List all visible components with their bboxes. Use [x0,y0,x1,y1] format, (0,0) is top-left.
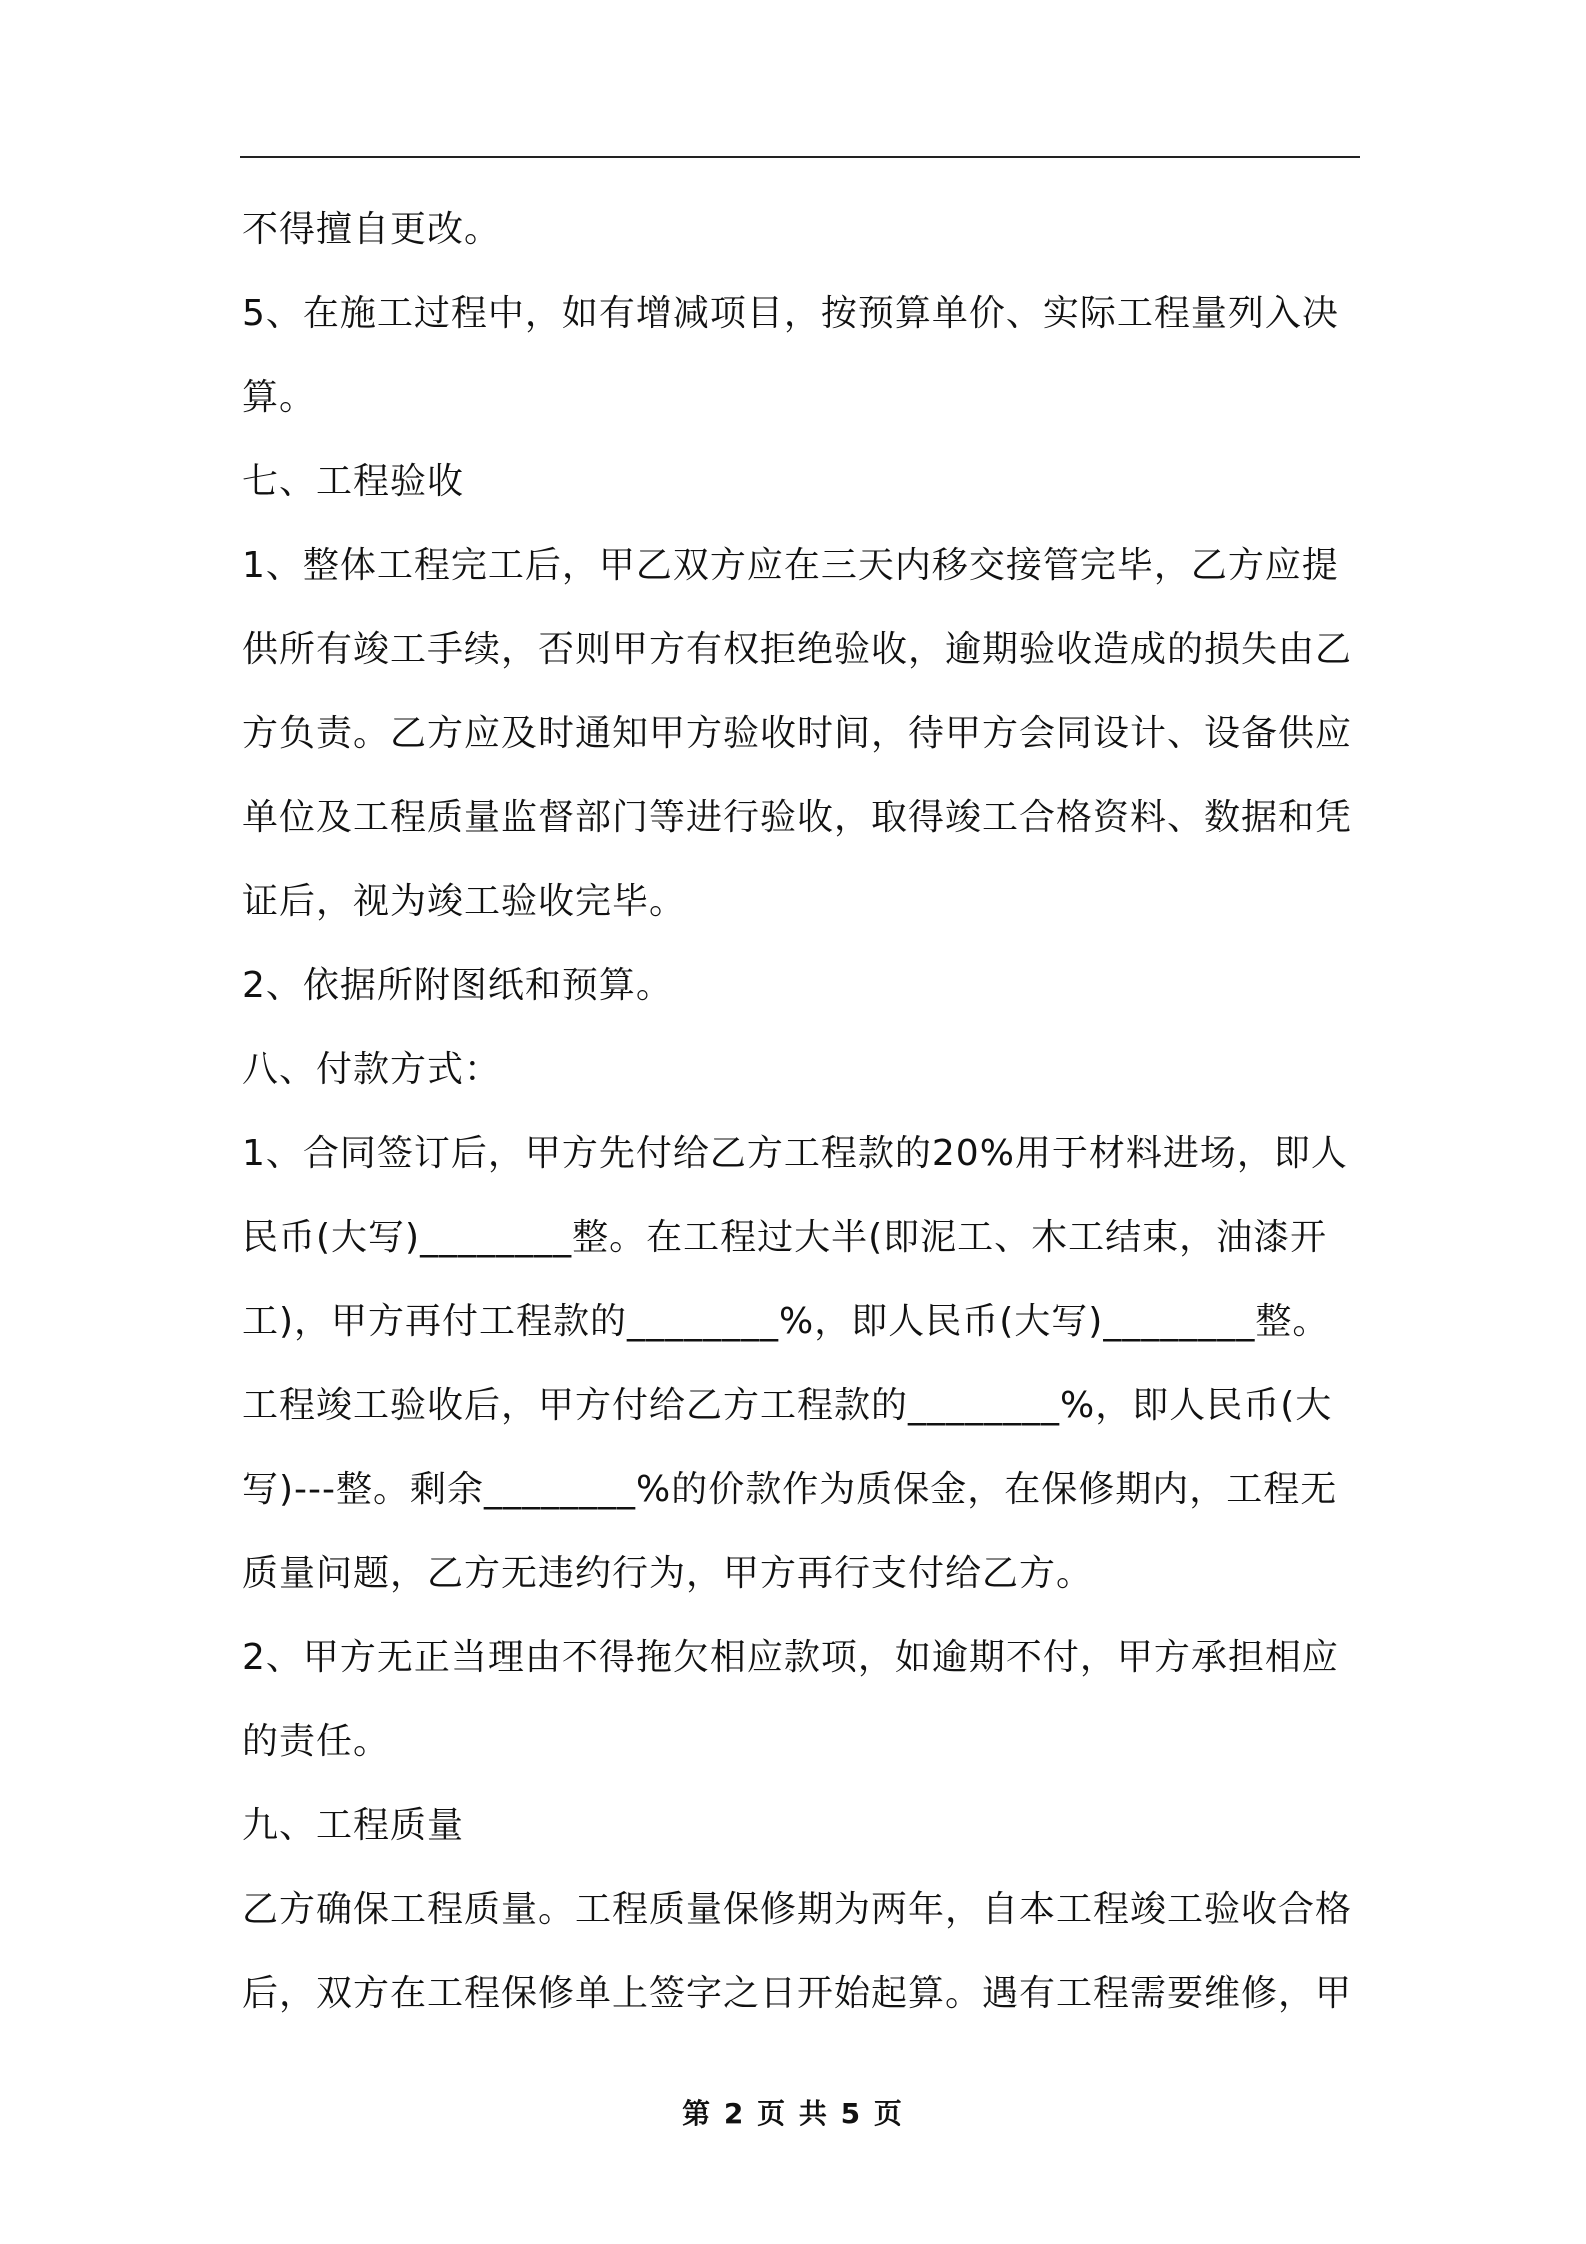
paragraph-acceptance-2: 2、依据所附图纸和预算。 [242,965,673,1006]
paragraph-continuation: 不得擅自更改。 [242,209,502,250]
header-divider [240,156,1360,158]
document-body [242,188,1358,2036]
section-heading-quality: 九、工程质量 [242,1805,465,1846]
paragraph-quality: 乙方确保工程质量。工程质量保修期为两年，自本工程竣工验收合格后，双方在工程保修单上签字之日开始起算。遇有工程需要维修，甲 [242,1889,1353,2014]
section-heading-acceptance: 七、工程验收 [242,461,465,502]
page-number-footer: 第 2 页 共 5 页 [682,2097,904,2130]
paragraph-acceptance-1: 1、整体工程完工后，甲乙双方应在三天内移交接管完毕，乙方应提供所有竣工手续，否则甲方有权拒绝验收，逾期验收造成的损失由乙方负责。乙方应及时通知甲方验收时间，待甲方会同设计、设备供应单位及工程质量监督部门等进行验收，取得竣工合格资料、数据和凭证后，视为竣工验收完毕。 [242,545,1353,922]
paragraph-payment-1: 1、合同签订后，甲方先付给乙方工程款的20%用于材料进场，即人民币(大写)________整。在工程过大半(即泥工、木工结束，油漆开工)，甲方再付工程款的________%，即人民币(大写)________整。工程竣工验收后，甲方付给乙方工程款的________%，即人民币(大写)---整。剩余________%的价款作为质保金，在保修期内，工程无质量问题，乙方无违约行为，甲方再行支付给乙方。 [242,1133,1348,1594]
section-heading-payment: 八、付款方式： [242,1049,502,1090]
paragraph-payment-2: 2、甲方无正当理由不得拖欠相应款项，如逾期不付，甲方承担相应的责任。 [242,1637,1339,1762]
paragraph-clause-5: 5、在施工过程中，如有增减项目，按预算单价、实际工程量列入决算。 [242,293,1339,418]
